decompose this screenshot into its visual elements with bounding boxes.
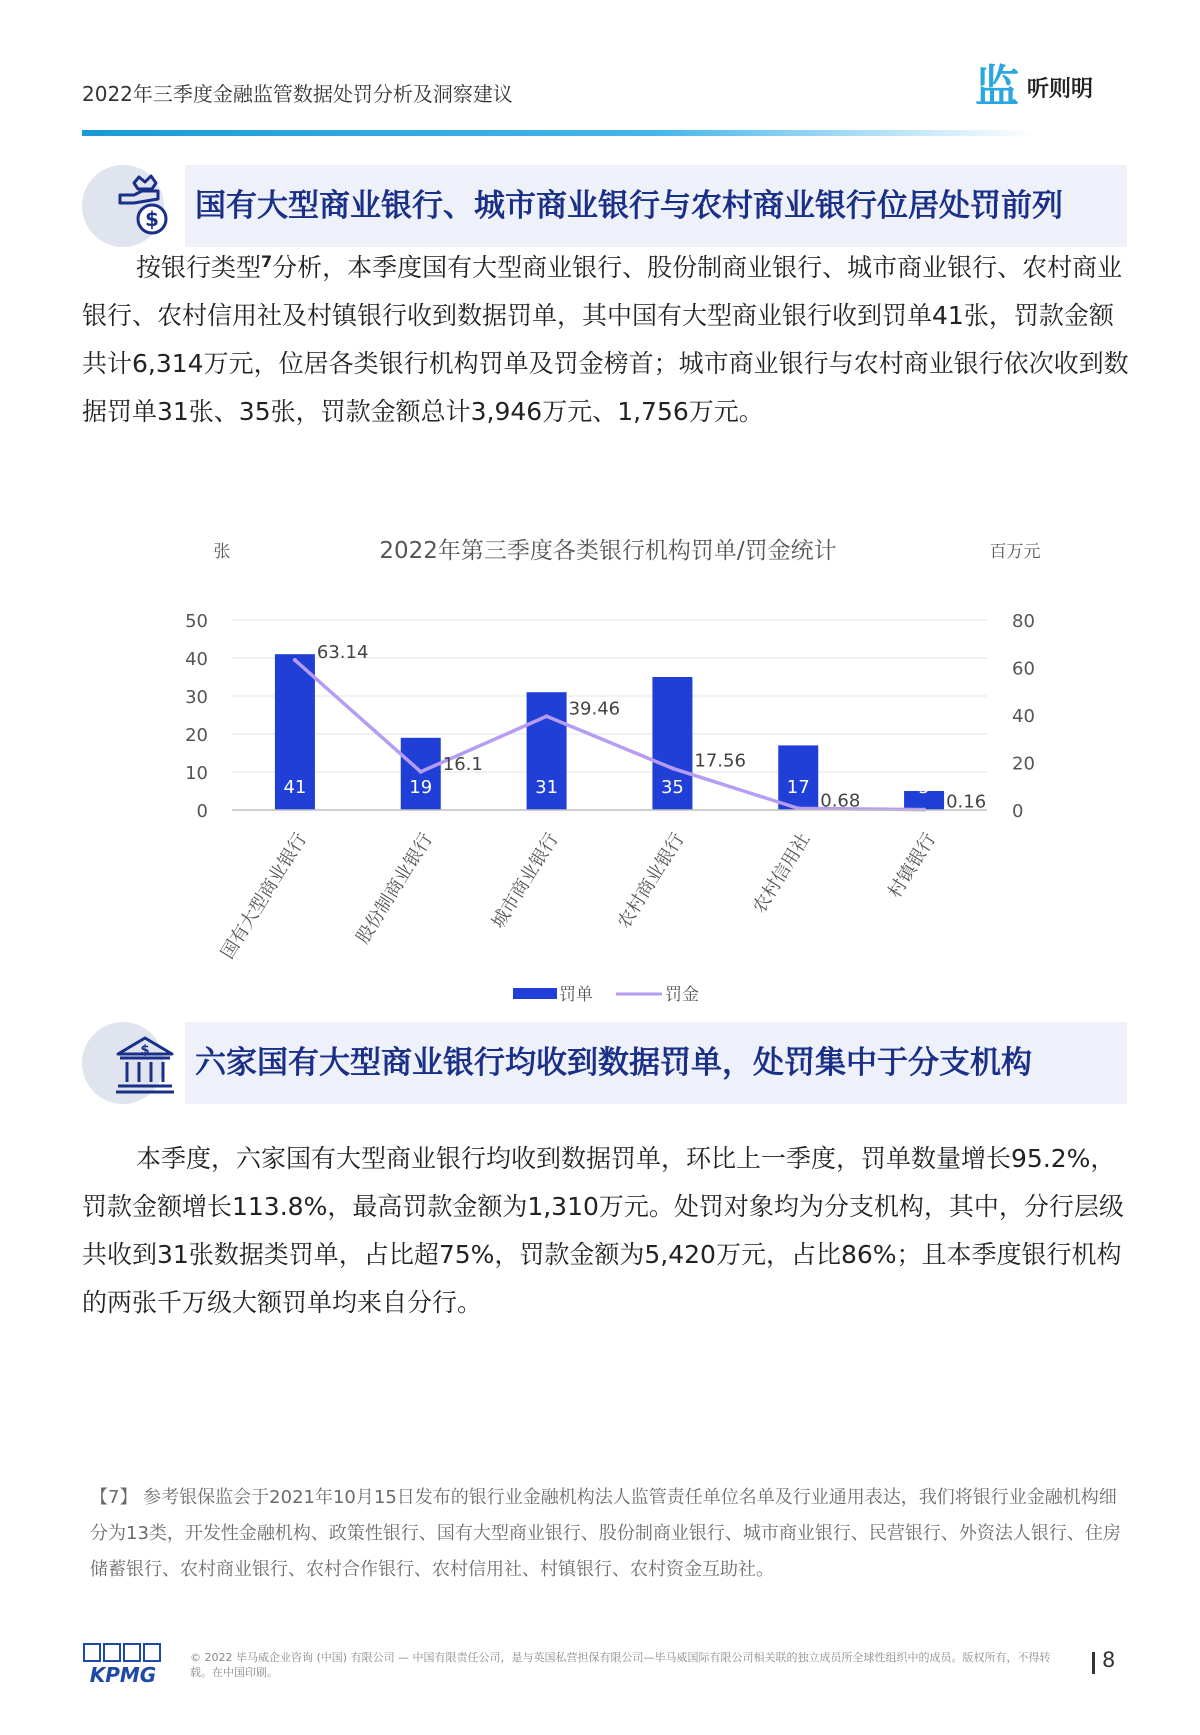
brand-logo-char: 监 [975,61,1017,112]
x-axis-category-label: 城市商业银行 [487,829,563,933]
kpmg-logo [82,1640,164,1686]
y-axis-left-tick: 50 [185,611,208,632]
footnote-7: 【7】 参考银保监会于2021年10月15日发布的银行业金融机构法人监管责任单位名单及行业通用表达，我们将银行业金融机构细分为13类，开发性金融机构、政策性银行、国有大型商业银行、股份制商业银行、城市商业银行、民营银行、外资法人银行、住房储蓄银行、农村商业银行、农村合作银行、农村信用社、村镇银行、农村资金互助社。 [90,1487,1121,1580]
svg-text:$: $ [140,1043,150,1058]
line-value-label: 39.46 [568,698,621,720]
legend-bar-label: 罚单 [559,985,593,1005]
y-axis-left-tick: 0 [196,801,208,822]
footnote-ref-7[interactable]: 7 [261,252,273,271]
section-heading-2-text: 六家国有大型商业银行均收到数据罚单，处罚集中于分支机构 [195,1045,1032,1081]
y-axis-right-tick: 20 [1012,753,1035,775]
line-point-2 [419,770,423,774]
svg-text:$: $ [145,207,159,231]
y-axis-left-tick: 40 [185,649,208,670]
chart-title: 2022年第三季度各类银行机构罚单/罚金统计 [379,538,837,564]
kpmg-logo-text: KPMG [89,1663,157,1686]
line-value-label: 0.68 [820,790,861,812]
line-value-label: 17.56 [694,750,746,772]
right-axis-unit: 百万元 [989,542,1041,562]
page-number: 8 [1102,1648,1116,1672]
bar-2 [401,738,441,810]
line-value-label: 0.16 [946,791,987,813]
x-axis-category-label: 村镇银行 [884,829,941,902]
line-value-label: 16.1 [442,753,483,775]
penalty-amount-line [295,660,924,810]
line-point-3 [545,714,549,718]
y-axis-left-tick: 30 [185,687,208,708]
line-value-label: 63.14 [316,642,369,664]
bar-value-label: 5 [918,777,930,798]
y-axis-left-tick: 20 [185,725,208,746]
y-axis-right-tick: 40 [1012,706,1035,727]
bar-value-label: 19 [409,777,433,798]
para-1-start: 按银行类型 [136,253,262,282]
x-axis-category-label: 农村商业银行 [613,829,689,933]
line-point-1 [293,658,297,662]
document-title: 2022年三季度金融监管数据处罚分析及洞察建议 [82,82,513,106]
legend-bar-swatch [513,988,557,999]
bar-value-label: 41 [283,777,307,798]
bank-icon [112,1030,178,1096]
bar-value-label: 35 [660,777,684,798]
left-axis-unit: 张 [213,542,231,562]
x-axis-category-label: 国有大型商业银行 [217,829,312,963]
y-axis-right-tick: 80 [1012,611,1035,632]
y-axis-right-tick: 60 [1012,658,1035,680]
para-2-text: 本季度，六家国有大型商业银行均收到数据罚单，环比上一季度，罚单数量增长95.2%，罚款金额增长113.8%，最高罚款金额为1,310万元。处罚对象均为分支机构，其中，分行层级共收到31张数据类罚单，占比超75%，罚款金额为5,420万元，占比86%；且本季度银行机构的两张千万级大额罚单均来自分行。 [82,1144,1124,1317]
page-number-bar [1092,1652,1095,1674]
page-footer [82,1640,1132,1690]
section-2-paragraph [82,1135,1132,1327]
x-axis-category-label: 股份制商业银行 [352,829,437,948]
bar-value-label: 17 [786,777,810,798]
para-1-rest: 分析，本季度国有大型商业银行、股份制商业银行、城市商业银行、农村商业银行、农村信用社及村镇银行收到数据罚单，其中国有大型商业银行收到罚单41张，罚款金额共计6,314万元，位居各类银行机构罚单及罚金榜首；城市商业银行与农村商业银行依次收到数据罚单31张、35张，罚款金额总计3,946万元、1,756万元。 [82,253,1129,426]
line-point-4 [670,766,674,770]
section-heading-1-text: 国有大型商业银行、城市商业银行与农村商业银行位居处罚前列 [195,188,1063,224]
x-axis-category-label: 农村信用社 [748,829,815,917]
section-heading-2 [82,1022,1127,1104]
legend-line-label: 罚金 [665,985,699,1005]
brand-name: 听则明 [1027,76,1094,102]
bar-value-label: 31 [535,777,559,798]
copyright-notice: © 2022 毕马威企业咨询 (中国) 有限公司 — 中国有限责任公司，是与英国私营担保有限公司—毕马威国际有限公司相关联的独立成员所全球性组织中的成员。版权所有，不得转载。在中国印刷。 [190,1651,1051,1679]
y-axis-left-tick: 10 [185,763,208,784]
y-axis-right-tick: 0 [1012,801,1024,822]
